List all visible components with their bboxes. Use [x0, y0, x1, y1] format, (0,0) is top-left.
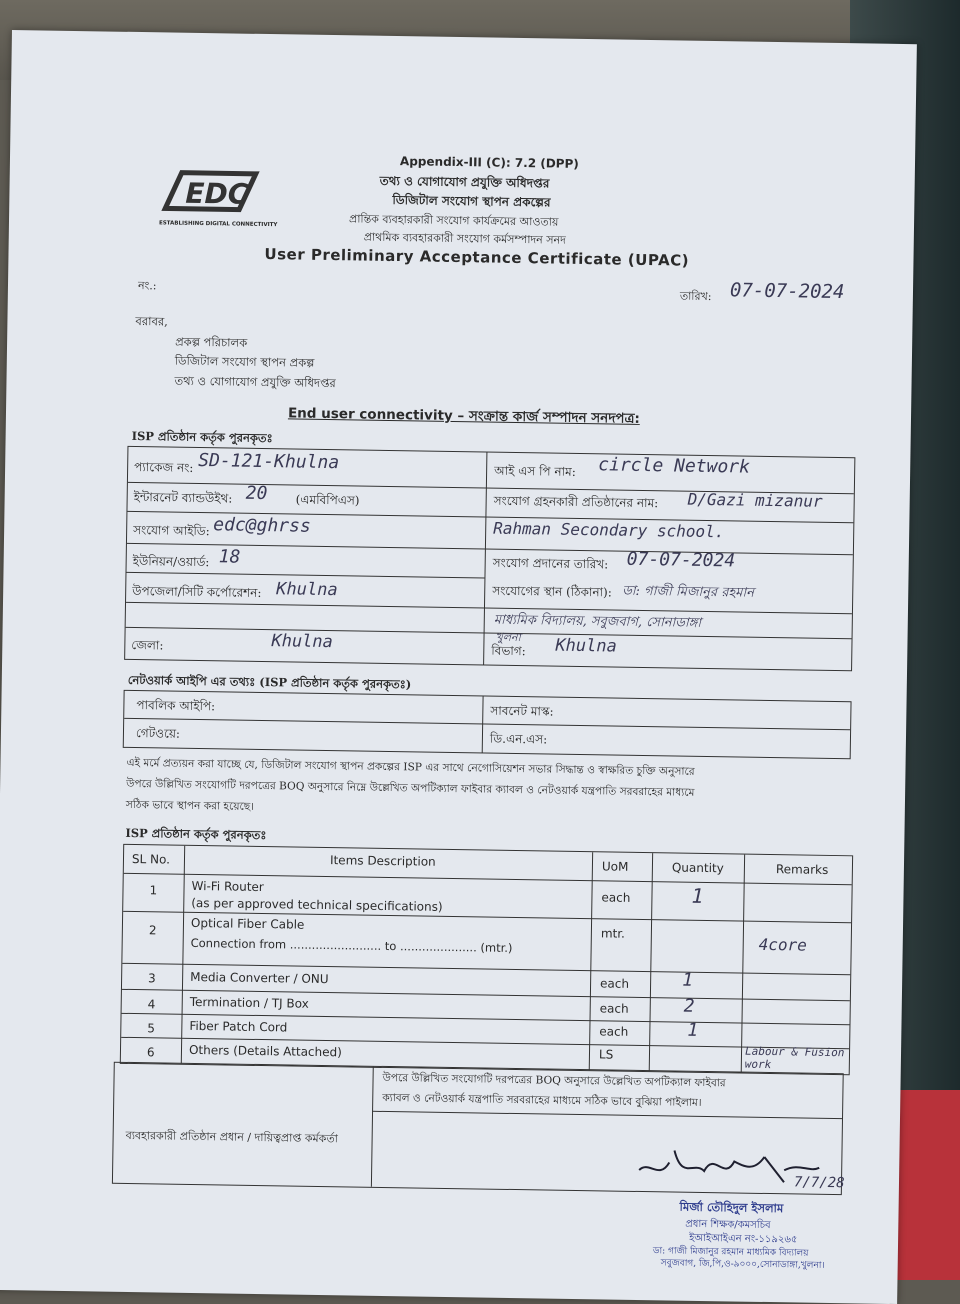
- subnet-label: সাবনেট মাস্ক:: [490, 703, 554, 719]
- signature: [634, 1140, 825, 1203]
- district-value: Khulna: [271, 631, 334, 653]
- addressee-line1: প্রকল্প পরিচালক: [175, 334, 248, 350]
- document-title: User Preliminary Acceptance Certificate (UPAC): [264, 244, 690, 270]
- item-uom: each: [599, 976, 630, 991]
- upazila-label: উপজেলা/সিটি কর্পোরেশন:: [132, 583, 262, 600]
- acceptance-line2: ক্যাবল ও নেটওয়ার্ক যন্ত্রপাতি সরবরাহের মাধ্যমে সঠিক ভাবে বুঝিয়া পাইলাম।: [382, 1091, 702, 1109]
- item-remarks: 4core: [758, 934, 808, 955]
- stamp-school: ডা: গাজী মিজানুর রহমান মাধ্যমিক বিদ্যালয়: [652, 1246, 809, 1259]
- declaration-line3: সঠিক ভাবে স্থাপন করা হয়েছে।: [125, 798, 255, 813]
- stamp-eiin: ইআইআইএন নং-১১৯২৬৫: [689, 1232, 798, 1246]
- item-quantity: 2: [683, 995, 695, 1017]
- stamp-address: সবুজবাগ, জি,পি,ও-৯০০০,সোনাডাঙ্গা,খুলনা।: [660, 1258, 825, 1271]
- receiver-value-cont: Rahman Secondary school.: [493, 518, 725, 542]
- public-ip-label: পাবলিক আইপি:: [136, 698, 216, 714]
- union-value: 18: [218, 546, 241, 568]
- edc-logo: [158, 164, 278, 236]
- item-description: Optical Fiber Cable: [190, 915, 305, 932]
- col-header-uom: UoM: [601, 859, 629, 874]
- package-value: SD-121-Khulna: [198, 449, 340, 474]
- subject-line: End user connectivity – সংক্রান্ত কার্জ সম্পাদন সনদপত্র:: [287, 405, 640, 427]
- dns-label: ডি.এন.এস:: [489, 731, 548, 747]
- item-description: Fiber Patch Cord: [189, 1018, 288, 1035]
- stamp-designation: প্রধান শিক্ষক/কমসচিব: [685, 1218, 771, 1232]
- item-sl: 3: [148, 971, 156, 986]
- isp-name-label: আই এস পি নাম:: [494, 463, 576, 479]
- item-description: Termination / TJ Box: [189, 994, 309, 1011]
- connection-id-value: edc@ghrss: [213, 514, 311, 537]
- isp-info-table: [124, 446, 855, 671]
- bandwidth-unit: (এমবিপিএস): [295, 492, 360, 508]
- item-uom: mtr.: [600, 926, 626, 941]
- declaration-line2: উপরে উল্লিখিত সংযোগটি দরপত্রের BOQ অনুসারে নিম্নে উল্লেখিত অপটিক্যাল ফাইবার ক্যাবল ও নেটওয়ার্ক যন্ত্রপাতি সরবরাহের মাধ্যমে: [126, 777, 695, 799]
- location-value: ডা: গাজী মিজানুর রহমান: [622, 583, 755, 601]
- item-description: Media Converter / ONU: [190, 969, 329, 987]
- addressee-line2: ডিজিটাল সংযোগ স্থাপন প্রকল্প: [174, 353, 315, 370]
- ref-no-label: নং.:: [137, 279, 157, 293]
- location-value-line3: খুলনা: [495, 630, 521, 645]
- project-name: ডিজিটাল সংযোগ স্থাপন প্রকল্পের: [392, 192, 551, 210]
- item-description-note: Connection from ......................... to ..................... (mtr.): [190, 935, 513, 955]
- date-value: 07-07-2024: [729, 279, 845, 304]
- isp-section-label: ISP প্রতিষ্ঠান কর্তৃক পুরনকৃতঃ: [131, 428, 273, 446]
- item-sl: 6: [146, 1045, 155, 1060]
- item-quantity: 1: [687, 1019, 699, 1041]
- bandwidth-label: ইন্টারনেট ব্যান্ডউইথ:: [133, 489, 233, 506]
- svg-text:EDC: EDC: [185, 176, 249, 211]
- connection-id-label: সংযোগ আইডি:: [133, 522, 210, 539]
- connection-date-value: 07-07-2024: [626, 548, 736, 572]
- col-header-description: Items Description: [329, 853, 436, 869]
- union-label: ইউনিয়ন/ওয়ার্ড:: [132, 553, 210, 570]
- item-sl: 1: [149, 883, 158, 898]
- item-uom: each: [601, 890, 631, 905]
- item-quantity: 1: [681, 969, 694, 991]
- stamp-name: মির্জা তৌহিদুল ইসলাম: [679, 1199, 784, 1216]
- appendix-label: Appendix-III (C): 7.2 (DPP): [399, 154, 579, 171]
- network-section-label: নেটওয়ার্ক আইপি এর তথ্যঃ (ISP প্রতিষ্ঠান কর্তৃক পুরনকৃতঃ): [127, 672, 412, 692]
- declaration-line1: এই মর্মে প্রত্যয়ন করা যাচ্ছে যে, ডিজিটাল সংযোগ স্থাপন প্রকল্পের ISP এর সাথে নেগোসিয়েশন সভার সিদ্ধান্ত ও স্বাক্ষরিত চুক্তি অনুসারে: [126, 756, 695, 778]
- date-label: তারিখ:: [679, 289, 712, 304]
- item-uom: LS: [598, 1047, 614, 1062]
- certificate-paper: [0, 30, 917, 1304]
- gateway-label: গেটওয়ে:: [135, 726, 181, 741]
- header-line3: প্রান্তিক ব্যবহারকারী সংযোগ কার্যক্রমের আওতায়: [348, 212, 559, 229]
- division-value: Khulna: [555, 635, 617, 657]
- district-label: জেলা:: [131, 637, 164, 653]
- location-value-line2: মাধ্যমিক বিদ্যালয়, সবুজবাগ, সোনাডাঙ্গা: [493, 612, 702, 631]
- item-description: Wi-Fi Router: [191, 878, 264, 895]
- col-header-quantity: Quantity: [671, 860, 724, 876]
- items-table: [120, 844, 853, 1075]
- col-header-remarks: Remarks: [775, 862, 829, 877]
- item-remarks: Labour & Fusion work: [744, 1044, 845, 1072]
- receiver-value: D/Gazi mizanur: [687, 489, 823, 511]
- item-description: Others (Details Attached): [188, 1042, 342, 1060]
- background-red-object: [890, 1090, 960, 1280]
- location-label: সংযোগের স্থান (ঠিকানা):: [492, 583, 612, 600]
- isp-name-value: circle Network: [598, 454, 751, 478]
- addressee-line3: তথ্য ও যোগাযোগ প্রযুক্তি অধিদপ্তর: [174, 373, 336, 391]
- division-label: বিভাগ:: [491, 643, 526, 659]
- col-header-sl: SL No.: [131, 851, 171, 867]
- item-uom: each: [599, 1024, 629, 1039]
- header-line4: প্রাথমিক ব্যবহারকারী সংযোগ কর্মসম্পাদন সনদ: [363, 230, 566, 247]
- upazila-value: Khulna: [276, 579, 338, 601]
- bandwidth-value: 20: [245, 482, 268, 505]
- dept-name: তথ্য ও যোগাযোগ প্রযুক্তি অধিদপ্তর: [379, 173, 550, 191]
- item-sl: 5: [147, 1021, 156, 1036]
- network-info-table: [123, 690, 852, 759]
- acceptance-line1: উপরে উল্লিখিত সংযোগটি দরপত্রের BOQ অনুসারে উল্লেখিত অপটিক্যাল ফাইবার: [382, 1071, 726, 1090]
- connection-date-label: সংযোগ প্রদানের তারিখ:: [492, 555, 609, 572]
- addressee-to: বরাবর,: [135, 313, 169, 329]
- receiver-label: সংযোগ গ্রহনকারী প্রতিষ্ঠানের নাম:: [493, 493, 659, 511]
- item-description-note: (as per approved technical specifications): [191, 895, 443, 914]
- item-uom: each: [599, 1001, 629, 1016]
- package-label: প্যাকেজ নং:: [134, 459, 194, 475]
- item-sl: 4: [147, 997, 156, 1012]
- logo-tagline: ESTABLISHING DIGITAL CONNECTIVITY: [158, 220, 278, 229]
- item-sl: 2: [148, 923, 157, 938]
- item-quantity: 1: [691, 883, 704, 908]
- signer-label: ব্যবহারকারী প্রতিষ্ঠান প্রধান / দায়িত্বপ্রাপ্ত কর্মকর্তা: [125, 1128, 338, 1146]
- items-section-label: ISP প্রতিষ্ঠান কর্তৃক পুরনকৃতঃ: [125, 825, 267, 843]
- signature-date: 7/7/28: [793, 1174, 845, 1192]
